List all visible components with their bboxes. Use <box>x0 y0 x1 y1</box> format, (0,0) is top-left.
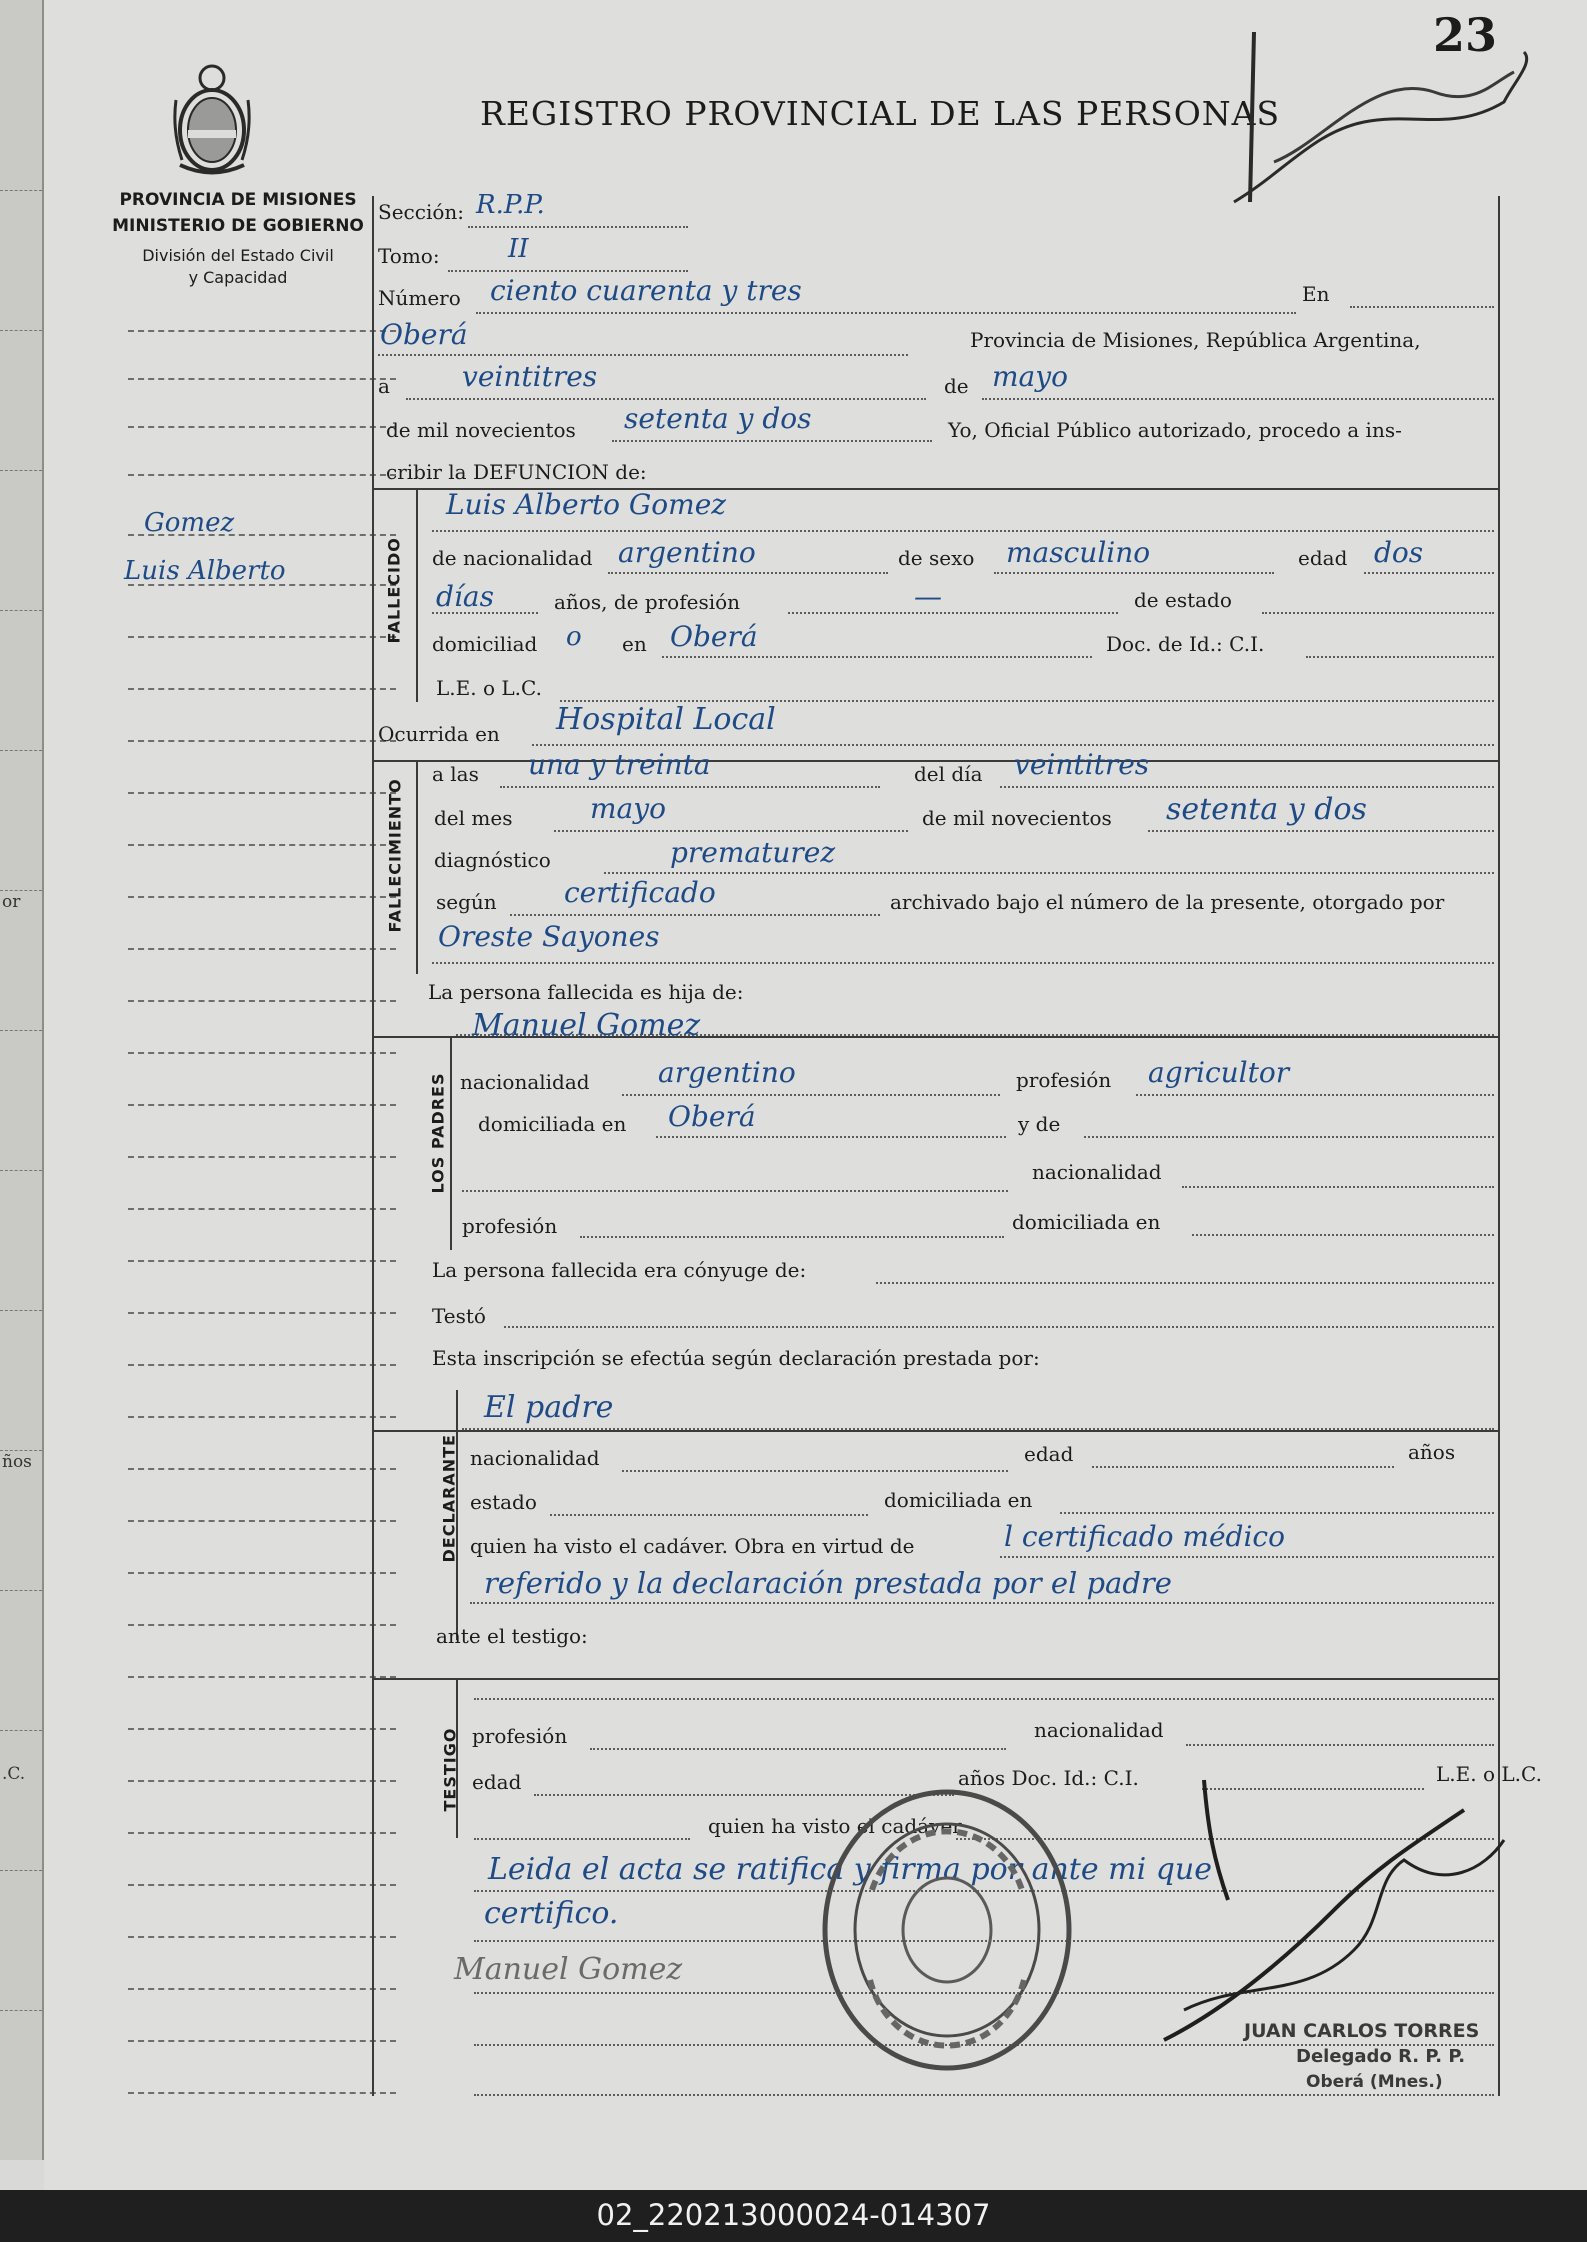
diagnostico-value: prematurez <box>670 836 836 869</box>
nacionalidad-value: argentino <box>618 536 756 569</box>
hija-de-label: La persona fallecida es hija de: <box>428 980 744 1004</box>
margin-note-name: Luis Alberto <box>124 556 286 586</box>
tomo-value: II <box>508 234 529 264</box>
hora-value: una y treinta <box>528 748 711 781</box>
segun-label: según <box>436 890 497 914</box>
testigo-nacionalidad-label: nacionalidad <box>1034 1718 1164 1742</box>
office-line: y Capacidad <box>188 268 288 287</box>
section-label-fallecido: FALLECIDO <box>384 537 404 644</box>
profesion-value: — <box>914 580 942 613</box>
declarante-edad-label: edad <box>1024 1442 1074 1466</box>
madre-nacionalidad-label: nacionalidad <box>1032 1160 1162 1184</box>
esta-inscripcion-label: Esta inscripción se efectúa según declaración prestada por: <box>432 1346 1040 1370</box>
testigo-le-lc-label: L.E. o L.C. <box>1436 1762 1542 1786</box>
anio-fall-value: setenta y dos <box>1166 792 1367 827</box>
ocurrida-value: Hospital Local <box>556 702 776 737</box>
madre-domiciliada-label: domiciliada en <box>1012 1210 1161 1234</box>
sexo-label: de sexo <box>898 546 975 570</box>
coat-of-arms-icon <box>170 60 254 180</box>
edge-fragment: ños <box>2 1452 32 1472</box>
officer-place: Oberá (Mnes.) <box>1306 2072 1443 2092</box>
de-mil-label: de mil novecientos <box>386 418 576 442</box>
edge-fragment: .C. <box>2 1764 26 1784</box>
padre-domicilio-value: Oberá <box>668 1100 756 1133</box>
testigo-edad-label: edad <box>472 1770 522 1794</box>
provincia-label: Provincia de Misiones, República Argentina, <box>970 328 1421 352</box>
mes-value: mayo <box>992 360 1068 393</box>
edad-label: edad <box>1298 546 1348 570</box>
otorgado-por-value: Oreste Sayones <box>438 920 660 953</box>
doc-id-label: Doc. de Id.: C.I. <box>1106 632 1265 656</box>
office-line: MINISTERIO DE GOBIERNO <box>112 216 364 236</box>
dia-fall-value: veintitres <box>1014 748 1150 781</box>
de-label: de <box>944 374 969 398</box>
scan-code: 02_220213000024-014307 <box>596 2198 991 2232</box>
padre-nacionalidad-label: nacionalidad <box>460 1070 590 1094</box>
testigo-anos-doc-label: años Doc. Id.: C.I. <box>958 1766 1139 1790</box>
y-de-label: y de <box>1018 1112 1061 1136</box>
ante-testigo-label: ante el testigo: <box>436 1624 588 1648</box>
diagnostico-label: diagnóstico <box>434 848 551 872</box>
seccion-value: R.P.P. <box>476 190 545 220</box>
mes-fall-value: mayo <box>590 792 666 825</box>
officer-title: Delegado R. P. P. <box>1296 2046 1466 2067</box>
margin-note-surname: Gomez <box>144 508 235 538</box>
page-number: 23 <box>1433 8 1498 62</box>
quien-visto-label: quien ha visto el cadáver. Obra en virtud de <box>470 1534 915 1558</box>
a-las-label: a las <box>432 762 479 786</box>
official-stamp-icon <box>812 1780 1082 2080</box>
previous-page-edge <box>0 0 45 2160</box>
segun-value: certificado <box>564 876 716 909</box>
top-signature-icon <box>1214 12 1544 212</box>
del-mes-label: del mes <box>434 806 513 830</box>
declarante-value: El padre <box>484 1390 614 1425</box>
ocurrida-label: Ocurrida en <box>378 722 500 746</box>
yo-oficial-label: Yo, Oficial Público autorizado, procedo a ins- <box>948 418 1402 442</box>
firma-declarante: Manuel Gomez <box>454 1952 683 1987</box>
domiciliada-label: domiciliada en <box>478 1112 627 1136</box>
numero-label: Número <box>378 286 461 310</box>
padre-profesion-label: profesión <box>1016 1068 1112 1092</box>
domiciliado-suffix: o <box>566 622 582 652</box>
section-label-padres: LOS PADRES <box>428 1072 448 1194</box>
domicilio-value: Oberá <box>670 620 758 653</box>
numero-value: ciento cuarenta y tres <box>490 274 802 307</box>
office-line: División del Estado Civil <box>142 246 334 265</box>
declarante-anos-label: años <box>1408 1440 1456 1464</box>
form-sheet <box>44 0 1587 2190</box>
cierre-linea-2: certifico. <box>484 1896 619 1931</box>
profesion-label: años, de profesión <box>554 590 741 614</box>
le-lc-label: L.E. o L.C. <box>436 676 542 700</box>
anio-value: setenta y dos <box>624 402 812 435</box>
fallecido-nombre: Luis Alberto Gomez <box>446 488 727 521</box>
padre-profesion-value: agricultor <box>1148 1056 1290 1089</box>
scan-footer <box>0 2190 1587 2242</box>
madre-profesion-label: profesión <box>462 1214 558 1238</box>
declarante-domiciliada-label: domiciliada en <box>884 1488 1033 1512</box>
en-label-2: en <box>622 632 647 656</box>
office-line: PROVINCIA DE MISIONES <box>119 190 357 210</box>
officer-name: JUAN CARLOS TORRES <box>1244 2020 1480 2042</box>
sexo-value: masculino <box>1006 536 1151 569</box>
domiciliad-label: domiciliad <box>432 632 538 656</box>
nacionalidad-label: de nacionalidad <box>432 546 593 570</box>
conyuge-label: La persona fallecida era cónyuge de: <box>432 1258 807 1282</box>
quien-visto-2-label: quien ha visto el cadáver <box>708 1814 962 1838</box>
section-label-fallecimiento: FALLECIMIENTO <box>385 778 405 933</box>
officer-signature-icon <box>1144 1760 1524 2060</box>
estado-label: de estado <box>1134 588 1232 612</box>
edad-value: dos <box>1374 536 1424 569</box>
de-mil-nov-label: de mil novecientos <box>922 806 1112 830</box>
testigo-profesion-label: profesión <box>472 1724 568 1748</box>
lugar-value: Oberá <box>380 318 468 351</box>
a-label: a <box>378 374 390 398</box>
padre-nombre: Manuel Gomez <box>472 1008 701 1043</box>
obra-virtud-2: referido y la declaración prestada por el padre <box>484 1566 1172 1600</box>
dia-value: veintitres <box>462 360 598 393</box>
tomo-label: Tomo: <box>378 244 440 268</box>
section-label-declarante: DECLARANTE <box>439 1434 459 1563</box>
en-label: En <box>1302 282 1330 306</box>
del-dia-label: del día <box>914 762 983 786</box>
obra-virtud-1: l certificado médico <box>1004 1520 1285 1553</box>
declarante-estado-label: estado <box>470 1490 537 1514</box>
archivado-label: archivado bajo el número de la presente, otorgado por <box>890 890 1445 914</box>
page-title: REGISTRO PROVINCIAL DE LAS PERSONAS <box>480 94 1281 133</box>
cierre-linea-1: Leida el acta se ratifica y firma por ante mi que <box>488 1852 1212 1887</box>
seccion-label: Sección: <box>378 200 464 224</box>
padre-nacionalidad-value: argentino <box>658 1056 796 1089</box>
cribir-label: cribir la DEFUNCION de: <box>386 460 647 484</box>
declarante-nacionalidad-label: nacionalidad <box>470 1446 600 1470</box>
testo-label: Testó <box>432 1304 486 1328</box>
edge-fragment: or <box>2 892 21 912</box>
edad-unidad: días <box>436 580 494 613</box>
section-label-testigo: TESTIGO <box>440 1727 460 1812</box>
